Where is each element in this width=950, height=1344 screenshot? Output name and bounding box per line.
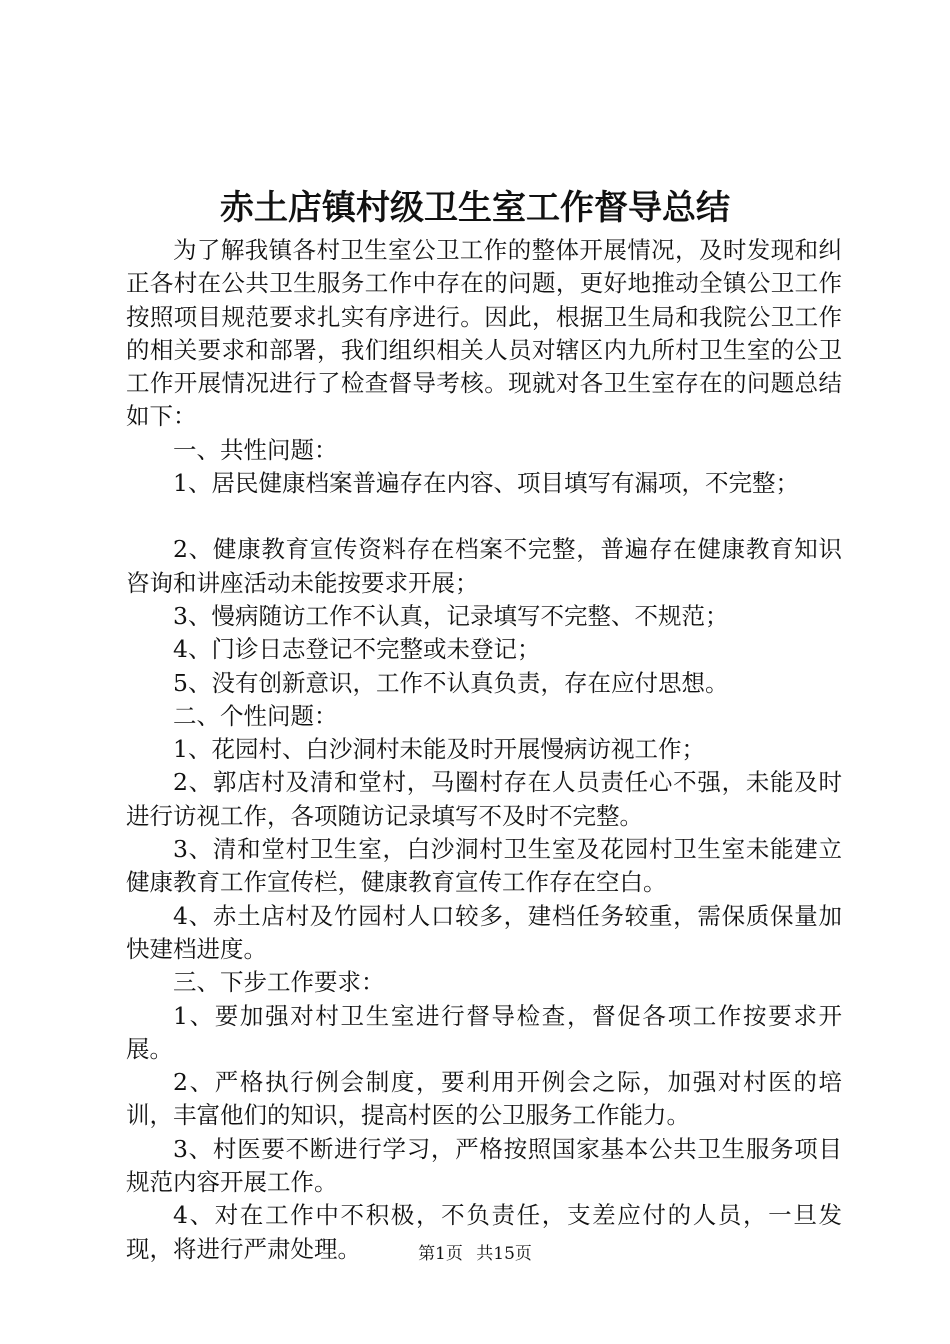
section-heading-next-steps: 三、下步工作要求： — [173, 968, 385, 997]
paragraph-item: 3、慢病随访工作不认真，记录填写不完整、不规范； — [173, 601, 729, 630]
paragraph-item: 2、郭店村及清和堂村，马圈村存在人员责任心不强，未能及时进行访视工作，各项随访记录填写不及时不完整。 — [126, 768, 842, 830]
document-title: 赤土店镇村级卫生室工作督导总结 — [220, 188, 730, 228]
paragraph-item: 3、村医要不断进行学习，严格按照国家基本公共卫生服务项目规范内容开展工作。 — [126, 1134, 842, 1197]
paragraph-item: 4、门诊日志登记不完整或未登记； — [173, 635, 541, 664]
page-footer — [0, 1242, 950, 1266]
paragraph-item: 1、花园村、白沙洞村未能及时开展慢病访视工作； — [173, 735, 705, 764]
section-heading-individual-issues: 二、个性问题： — [173, 701, 338, 730]
paragraph-item: 3、清和堂村卫生室，白沙洞村卫生室及花园村卫生室未能建立健康教育工作宣传栏，健康教育宣传工作存在空白。 — [126, 835, 842, 897]
section-heading-common-issues: 一、共性问题： — [173, 435, 338, 464]
paragraph-intro: 为了解我镇各村卫生室公卫工作的整体开展情况，及时发现和纠正各村在公共卫生服务工作中存在的问题，更好地推动全镇公卫工作按照项目规范要求扎实有序进行。因此，根据卫生局和我院公卫工作的相关要求和部署，我们组织相关人员对辖区内九所村卫生室的公卫工作开展情况进行了检查督导考核。现就对各卫生室存在的问题总结如下： — [126, 236, 842, 431]
paragraph-item: 1、居民健康档案普遍存在内容、项目填写有漏项，不完整； — [173, 469, 799, 498]
paragraph-item: 4、赤土店村及竹园村人口较多，建档任务较重，需保质保量加快建档进度。 — [126, 901, 842, 963]
paragraph-item: 2、健康教育宣传资料存在档案不完整，普遍存在健康教育知识咨询和讲座活动未能按要求开展； — [126, 535, 842, 597]
page-number: 第1页 — [418, 1244, 463, 1264]
paragraph-item: 2、严格执行例会制度，要利用开例会之际，加强对村医的培训，丰富他们的知识，提高村医的公卫服务工作能力。 — [126, 1068, 842, 1130]
paragraph-item: 5、没有创新意识，工作不认真负责，存在应付思想。 — [173, 668, 729, 697]
document-body — [126, 234, 842, 1266]
paragraph-item: 4、对在工作中不积极，不负责任，支差应付的人员，一旦发现，将进行严肃处理。 — [126, 1201, 842, 1263]
page-total: 共15页 — [476, 1244, 532, 1264]
paragraph-item: 1、要加强对村卫生室进行督导检查，督促各项工作按要求开展。 — [126, 1001, 842, 1063]
